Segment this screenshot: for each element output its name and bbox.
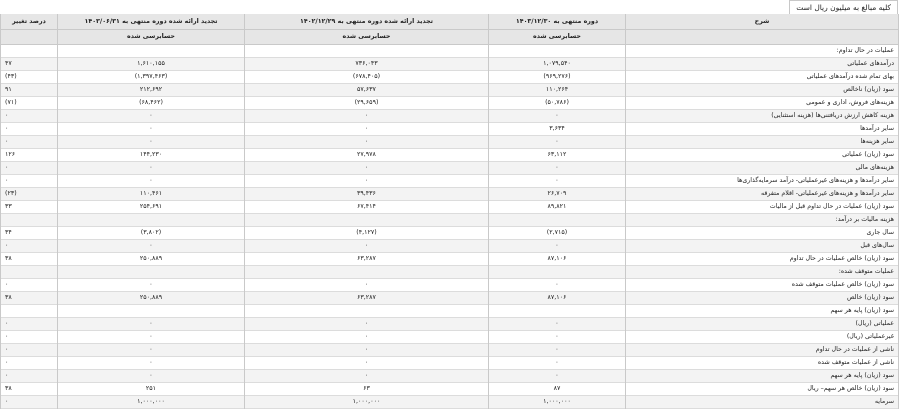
row-value-period-3: ۲۱۲,۶۹۲	[58, 84, 245, 97]
row-description: سود (زیان) خالص	[626, 292, 899, 305]
table-row	[1, 318, 899, 331]
row-description: هزینه‌های فروش، اداری و عمومی	[626, 97, 899, 110]
row-value-period-2: ۰	[245, 279, 489, 292]
row-description: عملیات در حال تداوم:	[626, 45, 899, 58]
row-description: سود (زیان) پایه هر سهم	[626, 305, 899, 318]
row-description: سایر درآمدها و هزینه‌های غیرعملیاتی- درآمد سرمایه‌گذاری‌ها	[626, 175, 899, 188]
table-row	[1, 149, 899, 162]
table-row	[1, 97, 899, 110]
table-row	[1, 266, 899, 279]
row-value-period-2: ۰	[245, 240, 489, 253]
table-body	[1, 45, 899, 409]
row-value-period-3: ۱,۶۱۰,۱۵۵	[58, 58, 245, 71]
table-row	[1, 344, 899, 357]
row-value-period-3: ۰	[58, 162, 245, 175]
row-value-period-1: ۰	[489, 318, 626, 331]
row-change-percent	[1, 305, 58, 318]
row-change-percent: ۰	[1, 370, 58, 383]
row-value-period-2: ۰	[245, 357, 489, 370]
table-row	[1, 383, 899, 396]
row-change-percent: ۰	[1, 279, 58, 292]
row-value-period-1: ۱۱۰,۲۶۴	[489, 84, 626, 97]
row-value-period-1: ۸۹,۸۲۱	[489, 201, 626, 214]
row-value-period-3: ۰	[58, 357, 245, 370]
header-change-percent: درصد تغییر	[1, 14, 58, 30]
row-value-period-1: ۰	[489, 162, 626, 175]
table-row	[1, 162, 899, 175]
row-value-period-1	[489, 305, 626, 318]
row-change-percent: (۴۳)	[1, 71, 58, 84]
row-change-percent: ۰	[1, 175, 58, 188]
row-value-period-2: ۳۹,۴۳۶	[245, 188, 489, 201]
table-row	[1, 136, 899, 149]
row-value-period-3: ۱۱۰,۴۶۱	[58, 188, 245, 201]
row-value-period-1: ۸۷,۱۰۶	[489, 253, 626, 266]
row-value-period-3: ۱۴۴,۲۳۰	[58, 149, 245, 162]
header-row	[1, 14, 899, 30]
row-description: سود (زیان) پایه هر سهم	[626, 370, 899, 383]
row-value-period-1	[489, 45, 626, 58]
row-value-period-1: ۸۷,۱۰۶	[489, 292, 626, 305]
row-value-period-1: ۰	[489, 357, 626, 370]
row-description: سال‌های قبل	[626, 240, 899, 253]
table-row	[1, 227, 899, 240]
row-description: سرمایه	[626, 396, 899, 409]
row-description: سود (زیان) عملیاتی	[626, 149, 899, 162]
row-change-percent: ۳۸	[1, 383, 58, 396]
row-value-period-2: ۱,۰۰۰,۰۰۰	[245, 396, 489, 409]
row-change-percent: (۷۱)	[1, 97, 58, 110]
row-description: سود (زیان) خالص عملیات در حال تداوم	[626, 253, 899, 266]
row-value-period-2	[245, 305, 489, 318]
row-value-period-2: ۰	[245, 162, 489, 175]
header-period-1: دوره منتهی به ۱۴۰۳/۱۲/۳۰	[489, 14, 626, 30]
row-value-period-2: (۴,۱۲۷)	[245, 227, 489, 240]
row-change-percent: ۰	[1, 110, 58, 123]
row-value-period-1: (۵۰,۷۸۶)	[489, 97, 626, 110]
row-description: سال جاری	[626, 227, 899, 240]
row-value-period-1: (۲,۷۱۵)	[489, 227, 626, 240]
row-description: عملیاتی (ریال)	[626, 318, 899, 331]
row-value-period-2: ۶۳,۲۸۷	[245, 292, 489, 305]
table-row	[1, 110, 899, 123]
row-description: درآمدهای عملیاتی	[626, 58, 899, 71]
row-value-period-2: ۶۳,۲۸۷	[245, 253, 489, 266]
row-value-period-1: ۰	[489, 279, 626, 292]
row-value-period-1	[489, 266, 626, 279]
row-change-percent: (۲۳)	[1, 188, 58, 201]
row-description: سایر درآمدها و هزینه‌های غیرعملیاتی- اقلام متفرقه	[626, 188, 899, 201]
row-value-period-3: ۲۵۴,۶۹۱	[58, 201, 245, 214]
table-row	[1, 357, 899, 370]
row-value-period-1: ۶۳,۱۱۲	[489, 149, 626, 162]
row-value-period-2: ۵۷,۶۳۷	[245, 84, 489, 97]
row-change-percent: ۰	[1, 396, 58, 409]
row-value-period-2: ۰	[245, 175, 489, 188]
row-value-period-3: (۳,۸۰۲)	[58, 227, 245, 240]
table-row	[1, 45, 899, 58]
row-value-period-1: ۱,۰۷۹,۵۴۰	[489, 58, 626, 71]
income-statement-table	[0, 14, 899, 409]
row-value-period-1: ۰	[489, 331, 626, 344]
row-description: بهای تمام شده درآمدهای عملیاتی	[626, 71, 899, 84]
row-description: عملیات متوقف شده:	[626, 266, 899, 279]
row-value-period-2: ۰	[245, 136, 489, 149]
row-value-period-3: ۰	[58, 123, 245, 136]
row-change-percent: ۰	[1, 162, 58, 175]
table-row	[1, 396, 899, 409]
row-value-period-1: ۰	[489, 175, 626, 188]
row-value-period-3: ۰	[58, 136, 245, 149]
row-value-period-3: ۰	[58, 175, 245, 188]
row-value-period-3: ۰	[58, 110, 245, 123]
table-row	[1, 240, 899, 253]
row-change-percent: ۰	[1, 344, 58, 357]
row-value-period-1: ۸۷	[489, 383, 626, 396]
row-value-period-2: ۶۷,۴۱۴	[245, 201, 489, 214]
row-value-period-2: ۲۷,۹۷۸	[245, 149, 489, 162]
table-row	[1, 58, 899, 71]
row-value-period-2: ۰	[245, 331, 489, 344]
row-change-percent	[1, 266, 58, 279]
row-value-period-2: ۰	[245, 318, 489, 331]
subheader-period-2: حسابرسی شده	[245, 30, 489, 45]
table-row	[1, 188, 899, 201]
row-description: هزینه‌های مالی	[626, 162, 899, 175]
row-value-period-2	[245, 214, 489, 227]
row-value-period-2: (۶۷۸,۴۰۵)	[245, 71, 489, 84]
table-row	[1, 253, 899, 266]
row-value-period-1: ۰	[489, 370, 626, 383]
row-value-period-3	[58, 214, 245, 227]
header-period-2: تجدید ارائه شده دوره منتهی به ۱۴۰۲/۱۲/۲۹	[245, 14, 489, 30]
row-change-percent: ۰	[1, 123, 58, 136]
currency-note: کلیه مبالغ به میلیون ریال است	[789, 0, 898, 15]
row-value-period-2: ۶۳	[245, 383, 489, 396]
row-value-period-3	[58, 45, 245, 58]
row-value-period-2	[245, 266, 489, 279]
row-description: هزینه مالیات بر درآمد:	[626, 214, 899, 227]
table-row	[1, 331, 899, 344]
row-description: سود (زیان) خالص هر سهم– ریال	[626, 383, 899, 396]
row-change-percent: ۳۸	[1, 253, 58, 266]
row-value-period-2	[245, 45, 489, 58]
row-value-period-3	[58, 266, 245, 279]
row-value-period-3	[58, 305, 245, 318]
row-change-percent: ۰	[1, 318, 58, 331]
table-row	[1, 71, 899, 84]
row-value-period-1: ۰	[489, 240, 626, 253]
table-row	[1, 201, 899, 214]
row-change-percent: ۴۷	[1, 58, 58, 71]
row-value-period-1: ۰	[489, 136, 626, 149]
row-value-period-2: ۰	[245, 110, 489, 123]
subheader-row	[1, 30, 899, 45]
subheader-period-1: حسابرسی شده	[489, 30, 626, 45]
row-description: ناشی از عملیات متوقف شده	[626, 357, 899, 370]
table-row	[1, 123, 899, 136]
row-value-period-2: ۰	[245, 123, 489, 136]
row-value-period-3: (۶۸,۴۶۲)	[58, 97, 245, 110]
row-value-period-1	[489, 214, 626, 227]
row-change-percent	[1, 214, 58, 227]
table-row	[1, 305, 899, 318]
row-change-percent: ۰	[1, 240, 58, 253]
row-change-percent: ۳۳	[1, 201, 58, 214]
row-value-period-3: ۰	[58, 240, 245, 253]
row-description: ناشی از عملیات در حال تداوم	[626, 344, 899, 357]
row-value-period-3: ۲۵۰,۸۸۹	[58, 292, 245, 305]
row-value-period-3: ۰	[58, 331, 245, 344]
row-description: غیرعملیاتی (ریال)	[626, 331, 899, 344]
row-value-period-3: ۲۵۰,۸۸۹	[58, 253, 245, 266]
header-description: شرح	[626, 14, 899, 30]
table-row	[1, 279, 899, 292]
subheader-period-3: حسابرسی شده	[58, 30, 245, 45]
row-description: سایر هزینه‌ها	[626, 136, 899, 149]
row-change-percent	[1, 45, 58, 58]
row-change-percent: ۰	[1, 357, 58, 370]
table-row	[1, 214, 899, 227]
row-change-percent: ۱۲۶	[1, 149, 58, 162]
table-row	[1, 292, 899, 305]
table-row	[1, 84, 899, 97]
row-value-period-3: (۱,۳۹۷,۴۶۳)	[58, 71, 245, 84]
row-description: هزینه کاهش ارزش دریافتنی‌ها (هزینه استثنایی)	[626, 110, 899, 123]
row-value-period-2: ۰	[245, 370, 489, 383]
row-value-period-3: ۰	[58, 344, 245, 357]
row-value-period-3: ۰	[58, 318, 245, 331]
row-value-period-2: ۷۳۶,۰۴۳	[245, 58, 489, 71]
row-value-period-3: ۰	[58, 370, 245, 383]
row-change-percent: ۳۴	[1, 227, 58, 240]
row-value-period-3: ۰	[58, 279, 245, 292]
row-value-period-2: ۰	[245, 344, 489, 357]
row-description: سود (زیان) ناخالص	[626, 84, 899, 97]
row-description: سود (زیان) خالص عملیات متوقف شده	[626, 279, 899, 292]
row-change-percent: ۹۱	[1, 84, 58, 97]
subheader-empty-change	[1, 30, 58, 45]
row-value-period-1: ۲۶,۷۰۹	[489, 188, 626, 201]
subheader-empty	[626, 30, 899, 45]
row-value-period-1: ۱,۰۰۰,۰۰۰	[489, 396, 626, 409]
row-value-period-1: ۰	[489, 110, 626, 123]
row-value-period-2: (۲۹,۶۵۹)	[245, 97, 489, 110]
row-value-period-3: ۲۵۱	[58, 383, 245, 396]
table-row	[1, 370, 899, 383]
row-change-percent: ۳۸	[1, 292, 58, 305]
row-value-period-3: ۱,۰۰۰,۰۰۰	[58, 396, 245, 409]
row-change-percent: ۰	[1, 136, 58, 149]
row-value-period-1: (۹۶۹,۲۷۶)	[489, 71, 626, 84]
header-period-3: تجدید ارائه شده دوره منتهی به ۱۴۰۳/۰۶/۳۱	[58, 14, 245, 30]
row-change-percent: ۰	[1, 331, 58, 344]
row-description: سود (زیان) عملیات در حال تداوم قبل از مالیات	[626, 201, 899, 214]
row-description: سایر درآمدها	[626, 123, 899, 136]
table-row	[1, 175, 899, 188]
row-value-period-1: ۰	[489, 344, 626, 357]
row-value-period-1: ۳,۶۳۴	[489, 123, 626, 136]
